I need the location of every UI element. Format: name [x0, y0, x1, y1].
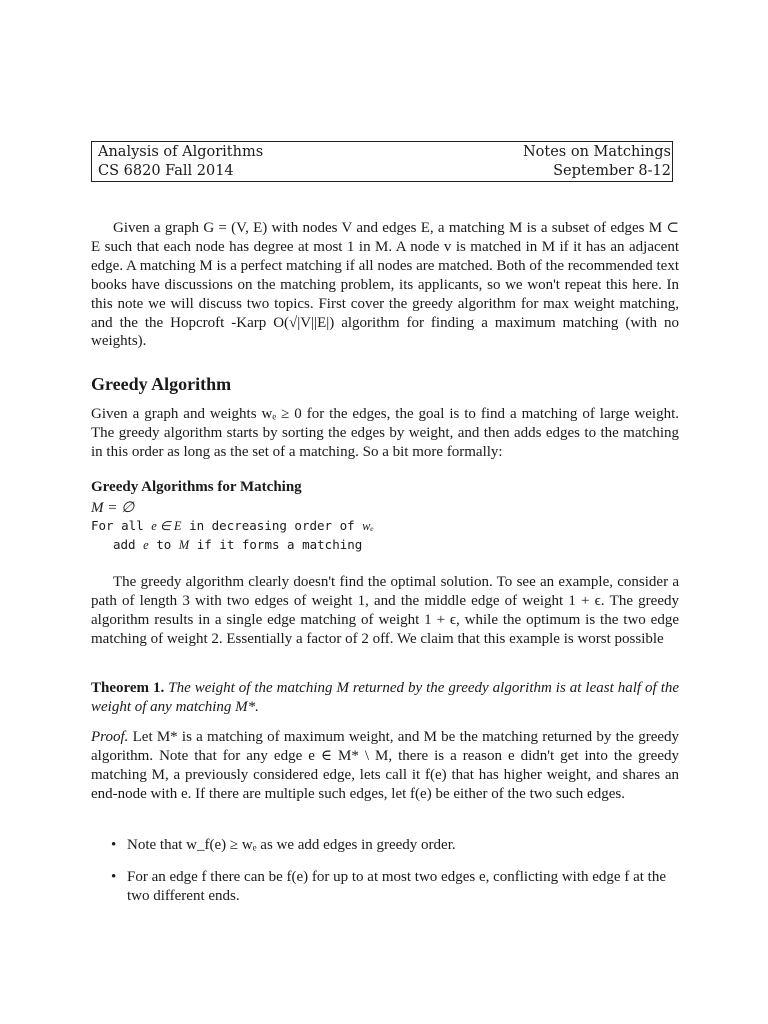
algorithm-line-add: [113, 537, 362, 553]
algorithm-line-init: M = ∅: [91, 500, 135, 516]
proof-label: Proof.: [91, 729, 129, 745]
notes-title: Notes on Matchings: [522, 144, 671, 160]
algo-math-m: M: [178, 538, 190, 552]
algo-keyword-for: For all: [91, 518, 152, 533]
intro-text: Given a graph G = (V, E) with nodes V and edges E, a matching M is a subset of edges M ⊂ E such that each node has degree at most 1 in M. A node v is matched in M if it has an adjacent edge. A matching M is a perfect matching if all nodes are matched. Both of the recommended text books have discussions on the matching problem, its applicants, so we won't repeat this here. In this note we will discuss two topics. First cover the greedy algorithm for max weight matching, and the the Hopcroft -Karp O(√|V||E|) algorithm for finding a maximum matching (with no weights).: [91, 220, 679, 350]
bullet-dot-icon: •: [111, 869, 117, 885]
course-code: CS 6820 Fall 2014: [98, 163, 234, 179]
theorem-text: The weight of the matching M returned by the greedy algorithm is at least half of the weight of any matching M*.: [91, 680, 680, 715]
algo-keyword-order: in decreasing order of: [181, 518, 363, 533]
bullet-text-2: For an edge f there can be f(e) for up to at most two edges e, conflicting with edge f at the two different ends.: [127, 869, 666, 904]
greedy-intro-paragraph: [91, 405, 679, 462]
intro-paragraph: [91, 219, 679, 351]
proof-text: Let M* is a matching of maximum weight, and M be the matching returned by the greedy algorithm. Note that for any edge e ∈ M* \ M, there is a reason e didn't get into the greedy matching M, a previously considered edge, lets call it f(e) that has higher weight, and shares an end-node with e. If there are multiple such edges, let f(e) be either of the two such edges.: [91, 729, 680, 802]
algo-keyword-to: to: [148, 537, 179, 552]
algo-math-edge-set: e ∈ E: [151, 519, 182, 533]
algorithm-line-loop: [91, 518, 374, 534]
bullet-item-1: [111, 836, 679, 855]
algo-keyword-condition: if it forms a matching: [189, 537, 363, 552]
algo-math-e: e: [143, 538, 149, 552]
course-name: Analysis of Algorithms: [98, 144, 264, 160]
bullet-dot-icon: •: [111, 837, 117, 853]
section-title-greedy: Greedy Algorithm: [91, 374, 232, 394]
bullet-text-1: Note that w_f(e) ≥ wₑ as we add edges in greedy order.: [127, 837, 456, 853]
discussion-paragraph: [91, 573, 679, 649]
greedy-intro-text: Given a graph and weights wₑ ≥ 0 for the edges, the goal is to find a matching of large weight. The greedy algorithm starts by sorting the edges by weight, and then adds edges to the matching in this order as long as the set of a matching. So a bit more formally:: [91, 406, 679, 460]
discussion-text: The greedy algorithm clearly doesn't find the optimal solution. To see an example, consider a path of length 3 with two edges of weight 1, and the middle edge of weight 1 + ϵ. The greedy algorithm results in a single edge matching of weight 1 + ϵ, while the optimum is the two edge matching of weight 2. Essentially a factor of 2 off. We claim that this example is worst possible: [91, 574, 679, 647]
theorem-paragraph: [91, 679, 679, 717]
proof-paragraph: [91, 728, 679, 804]
algo-math-weight: wₑ: [362, 519, 374, 533]
theorem-label: Theorem 1.: [91, 680, 165, 696]
notes-date: September 8-12: [553, 163, 671, 179]
algorithm-title: Greedy Algorithms for Matching: [91, 479, 302, 495]
algo-keyword-add: add: [113, 537, 144, 552]
bullet-item-2: [111, 868, 679, 906]
